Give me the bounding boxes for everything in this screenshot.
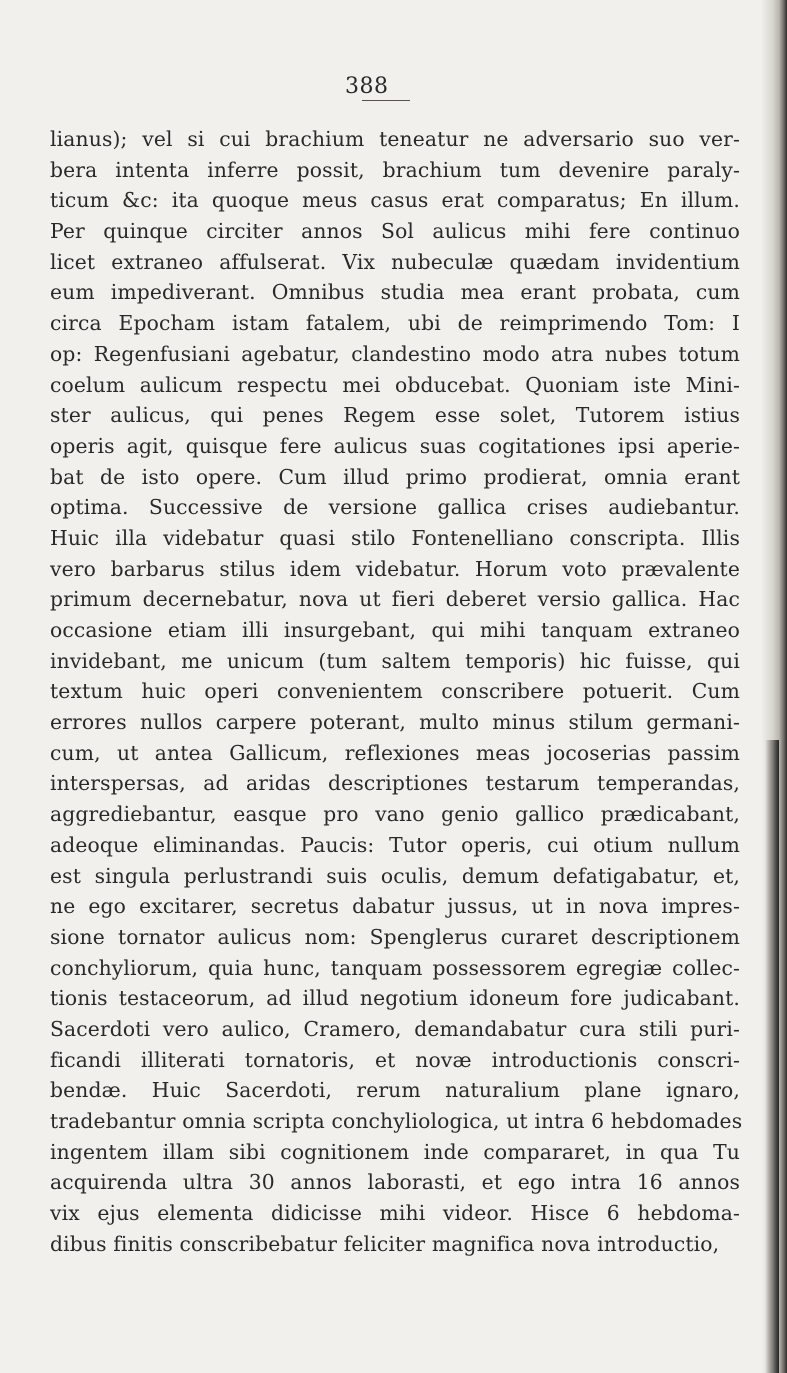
text-line: invidebant, me unicum (tum saltem temporis) hic fuisse, qui (50, 648, 740, 673)
text-line: sione tornator aulicus nom: Spenglerus curaret descriptionem (50, 924, 740, 949)
text-line: lianus); vel si cui brachium teneatur ne adversario suo ver- (50, 127, 740, 151)
text-line: ingentem illam sibi cognitionem inde compararet, in qua Tu (50, 1139, 740, 1164)
text-line: primum decernebatur, nova ut fieri deberet versio gallica. Hac (50, 587, 740, 612)
text-line: bat de isto opere. Cum illud primo prodierat, omnia erant (50, 464, 740, 489)
text-line: errores nullos carpere poterant, multo minus stilum germani- (50, 710, 740, 735)
text-line: operis agit, quisque fere aulicus suas cogitationes ipsi aperie- (50, 433, 740, 458)
page-number: 388 (345, 74, 389, 99)
text-line: eum impediverant. Omnibus studia mea erant probata, cum (50, 280, 740, 305)
text-line: optima. Successive de versione gallica crises audiebantur. (50, 495, 740, 520)
text-line: ficandi illiterati tornatoris, et novæ introductionis conscri- (50, 1047, 740, 1072)
text-line: ticum &c: ita quoque meus casus erat comparatus; En illum. (50, 188, 740, 213)
text-line: circa Epocham istam fatalem, ubi de reimprimendo Tom: I (50, 311, 740, 336)
text-line: aggrediebantur, easque pro vano genio gallico prædicabant, (50, 802, 740, 827)
text-line: Sacerdoti vero aulico, Cramero, demandabatur cura stili puri- (50, 1016, 740, 1041)
text-line: acquirenda ultra 30 annos laborasti, et ego intra 16 annos (50, 1170, 740, 1195)
text-line: ne ego excitarer, secretus dabatur jussus, ut in nova impres- (50, 894, 740, 919)
text-line: licet extraneo affulserat. Vix nubeculæ quædam invidentium (50, 249, 740, 274)
text-line: Huic illa videbatur quasi stilo Fontenelliano conscripta. Illis (50, 525, 740, 550)
text-line: interspersas, ad aridas descriptiones testarum temperandas, (50, 771, 740, 796)
text-line: op: Regenfusiani agebatur, clandestino modo atra nubes totum (50, 341, 740, 366)
text-line: tionis testaceorum, ad illud negotium idoneum fore judicabant. (50, 986, 740, 1011)
text-line: occasione etiam illi insurgebant, qui mihi tanquam extraneo (50, 618, 740, 642)
text-line: ster aulicus, qui penes Regem esse solet, Tutorem istius (50, 403, 740, 428)
text-line: cum, ut antea Gallicum, reflexiones meas jocoserias passim (50, 740, 740, 765)
body-text (50, 124, 743, 1259)
page-number-underline (362, 100, 410, 101)
text-line: coelum aulicum respectu mei obducebat. Quoniam iste Mini- (50, 372, 740, 397)
text-line: tradebantur omnia scripta conchyliologica, ut intra 6 hebdomades (50, 1109, 743, 1133)
text-line: bera intenta inferre possit, brachium tum devenire paraly- (50, 157, 740, 182)
text-line: textum huic operi convenientem conscribere potuerit. Cum (50, 679, 740, 704)
text-line: conchyliorum, quia hunc, tanquam possessorem egregiæ collec- (50, 955, 740, 980)
text-line: bendæ. Huic Sacerdoti, rerum naturalium plane ignaro, (50, 1078, 740, 1103)
text-line: Per quinque circiter annos Sol aulicus mihi fere continuo (50, 219, 740, 244)
text-line: est singula perlustrandi suis oculis, demum defatigabatur, et, (50, 863, 740, 888)
text-line: adeoque eliminandas. Paucis: Tutor operis, cui otium nullum (50, 832, 740, 857)
page-binding-shadow (765, 740, 779, 1373)
text-line: dibus finitis conscribebatur feliciter magnifica nova introductio, (50, 1231, 720, 1256)
text-line: vero barbarus stilus idem videbatur. Horum voto prævalente (50, 556, 740, 581)
text-line: vix ejus elementa didicisse mihi videor. Hisce 6 hebdoma- (50, 1201, 740, 1226)
